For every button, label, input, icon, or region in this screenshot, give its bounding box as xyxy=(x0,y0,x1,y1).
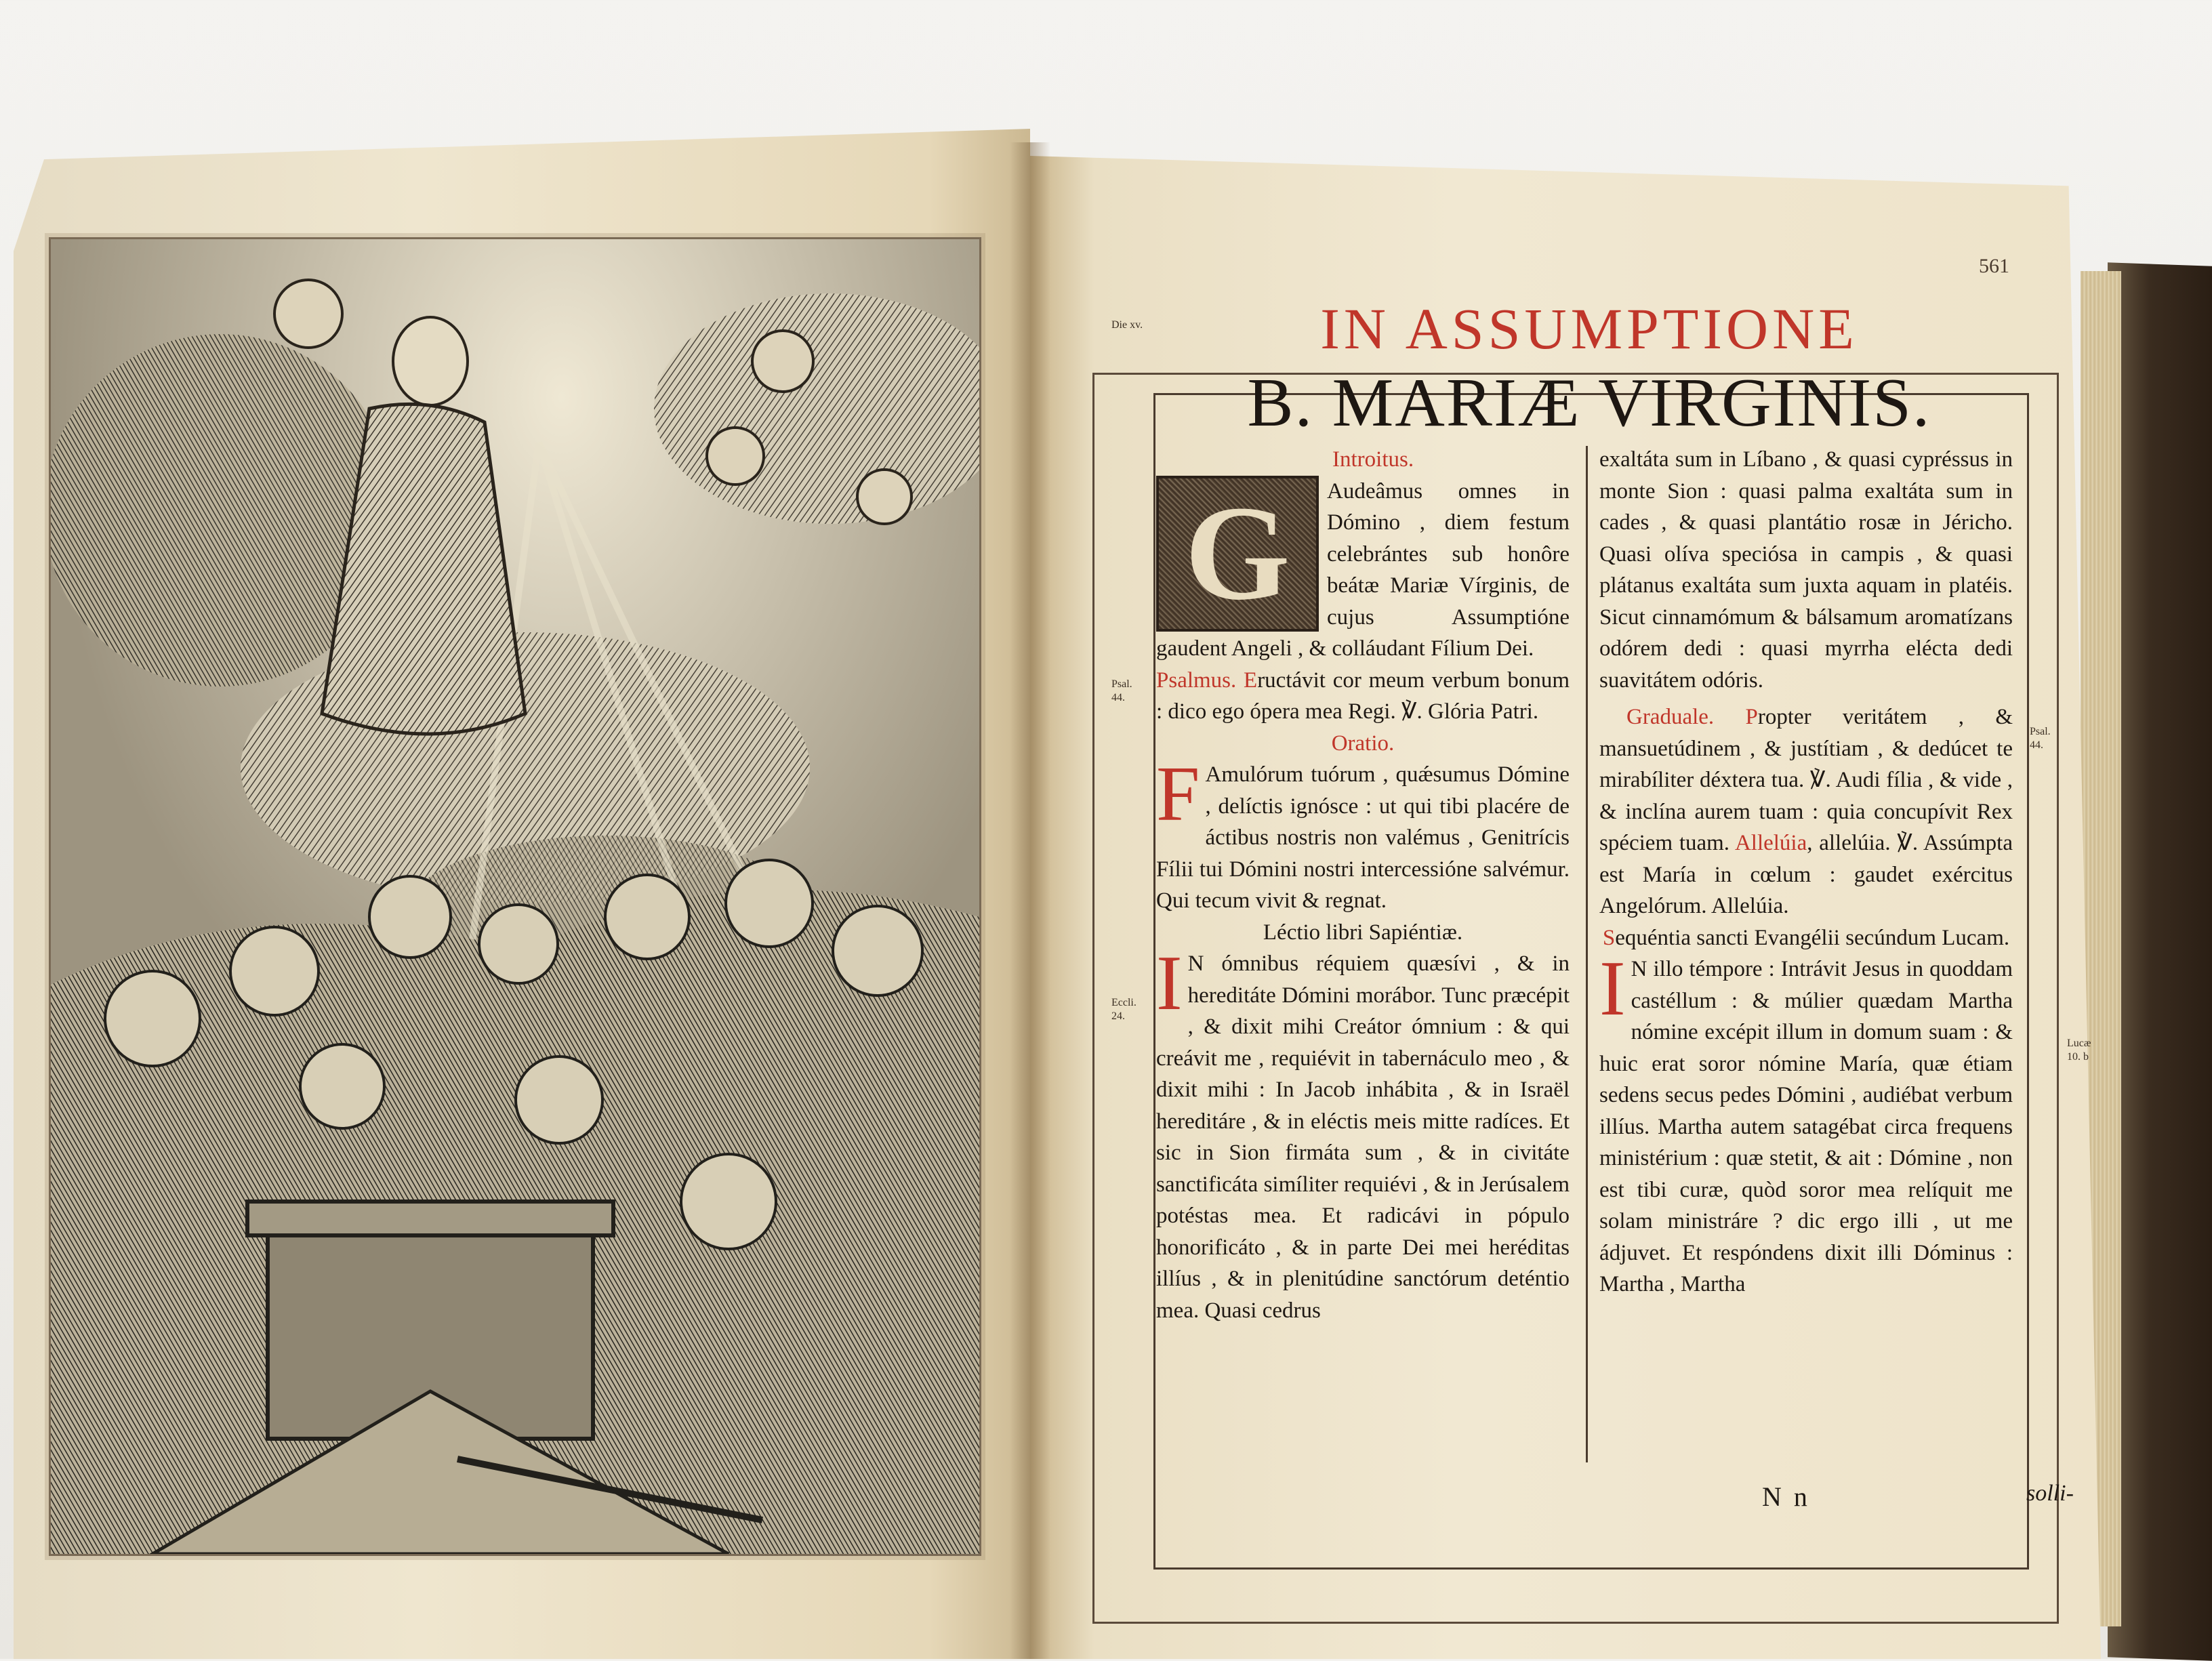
lectio-continuation: exaltáta sum in Líbano , & quasi cypréssus in monte Sion : quasi palma exaltáta sum in cades , & quasi plantátio rosæ in Jéricho. Quasi olíva speciósa in campis , & quasi plátanus exaltáta sum juxta aquam in platéis. Sicut cinnamómum & bálsamum aromatízans odórem dedi : quasi myrrha elécta dedi suavitátem odóris. xyxy=(1599,447,2013,693)
feast-title: IN ASSUMPTIONE xyxy=(1320,296,1858,361)
lectio-initial: I xyxy=(1156,940,1183,1027)
gospel-paragraph xyxy=(1599,945,2013,1300)
feast-subtitle: B. MARIÆ VIRGINIS. xyxy=(1247,365,1931,441)
engraving-illustration xyxy=(51,239,979,1554)
gospel-initial: I xyxy=(1599,945,1626,1032)
left-text-column xyxy=(1156,444,1570,1460)
assumption-engraving xyxy=(49,237,981,1556)
book-gutter xyxy=(1010,142,1050,1659)
margin-note-eccli: Eccli. 24. xyxy=(1111,997,1136,1022)
lectio-paragraph xyxy=(1156,940,1570,1326)
lectio-heading: Léctio libri Sapiéntiæ. xyxy=(1263,920,1463,945)
decorated-initial: G xyxy=(1156,476,1319,632)
alleluia-label: Allelúia xyxy=(1734,831,1807,855)
sequentia-initial: S xyxy=(1602,925,1616,950)
margin-note-psalm-right: Psal. 44. xyxy=(2030,726,2051,751)
sequentia-text: equéntia sancti Evangélii secúndum Lucam. xyxy=(1615,925,2010,950)
graduale-text: ropter veritátem , & mansuetúdinem , & justítiam , & dedúcet te mirabíliter déxtera tua. ℣. Audi fília , & vide , & inclína aurem tuam : quia concupívit Rex spéciem tuam. xyxy=(1599,705,2013,855)
psalmus-text: ructávit cor meum verbum bonum : dico ego ópera mea Regi. ℣. Glória Patri. xyxy=(1156,668,1570,724)
graduale-label: Graduale. xyxy=(1626,705,1715,729)
oratio-text: Amulórum tuórum , quǽsumus Dómine , delíctis ignósce : ut qui tibi placére de áctibus nostris non valémus , Genitrícis Fílii tui Dómini nostri intercessióne salvémur. Qui tecum vivit & regnat. xyxy=(1156,762,1570,913)
oratio-initial: F xyxy=(1156,751,1200,838)
oratio-paragraph xyxy=(1156,751,1570,917)
book-cover xyxy=(2108,262,2212,1660)
introitus-heading: Introitus. xyxy=(1332,447,1414,472)
lectio-text: N ómnibus réquiem quæsívi , & in hereditáte Dómini morábor. Tunc præcépit , & dixit mihi Creátor ómnium : & qui creávit me , requiévit in tabernáculo meo , & dixit mihi : In Jacob inhábita , & in Israël hereditáre , & in eléctis meis mitte radíces. Et sic in Sion firmáta sum , & in civitáte sanctificáta simíliter requiévi , & in Jerúsalem potéstas mea. Et radicávi in pópulo honorificáto , & in parte Dei mei heréditas illíus , & in plenitúdine sanctórum deténtio mea. Quasi cedrus xyxy=(1156,951,1570,1323)
psalmus-initial: E xyxy=(1244,668,1258,693)
column-divider xyxy=(1586,446,1588,1462)
margin-note-die: Die xv. xyxy=(1111,319,1143,331)
sequentia-heading xyxy=(1599,922,2013,954)
margin-note-luke: Lucæ 10. b xyxy=(2067,1038,2091,1063)
signature-mark: N n xyxy=(1762,1481,1810,1512)
psalmus-line xyxy=(1156,665,1570,728)
right-text-column xyxy=(1599,444,2013,1460)
introitus-body: Audeâmus omnes in Dómino , diem festum celebrántes sub honôre beátæ Mariæ Vírginis, de cujus Assumptióne gaudent Angeli , & colláudant Fílium Dei. xyxy=(1156,478,1570,661)
oratio-heading: Oratio. xyxy=(1331,731,1395,756)
graduale-initial: P xyxy=(1745,705,1758,729)
gospel-text: N illo témpore : Intrávit Jesus in quoddam castéllum : & múlier quædam Martha nómine excépit illum in domum suam : & huic erat soror nómine María, quæ étiam sedens secus pedes Dómini , audiébat verbum illíus. Martha autem satagébat circa frequens ministérium : quæ stetit, & ait : Dómine , non est tibi curæ, quòd soror mea relíquit me solam ministráre ? dic ergo illi , ut me ádjuvet. Et respóndens dixit illi Dóminus : Martha , Martha xyxy=(1599,957,2013,1296)
margin-note-psalm: Psal. 44. xyxy=(1111,678,1132,703)
alleluia-text: , allelúia. ℣. Assúmpta est María in cœlum : gaudet exércitus Angelórum. Allelúia. xyxy=(1599,831,2013,918)
graduale-paragraph xyxy=(1599,701,2013,922)
catchword: solli- xyxy=(2026,1481,2074,1506)
psalmus-label: Psalmus. xyxy=(1156,668,1237,693)
page-number: 561 xyxy=(1979,255,2009,277)
